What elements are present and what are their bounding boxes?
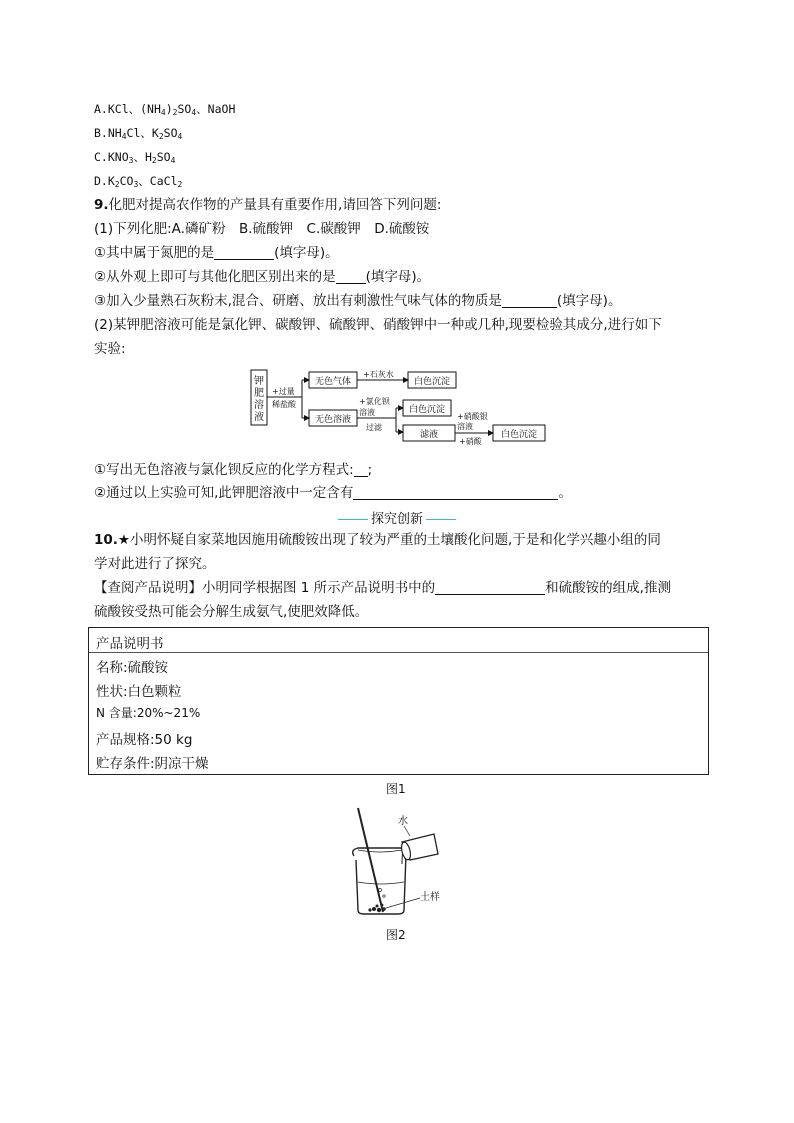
- glass-rod: [358, 808, 383, 912]
- title-dash: [338, 519, 368, 520]
- label-water: 水: [398, 816, 408, 827]
- q10-line4: 硫酸铵受热可能会分解生成氨气,使肥效降低。: [94, 604, 369, 620]
- title-dash: [426, 519, 456, 520]
- manual-title: 产品说明书: [96, 636, 164, 652]
- option-b: $B.NH_4Cl$、$K_2SO_4$: [94, 126, 183, 141]
- figure-1-caption: 图1: [386, 782, 406, 796]
- q10-line3: 【查阅产品说明】小明同学根据图 1 所示产品说明书中的 和硫酸铵的组成,推测: [94, 580, 671, 596]
- answer-blank[interactable]: [435, 580, 545, 595]
- q9-part2-q2: ②通过以上实验可知,此钾肥溶液中一定含有 。: [94, 485, 572, 501]
- start-char: 液: [254, 412, 264, 423]
- reagent-limewater: +石灰水: [363, 370, 394, 379]
- svg-text:无色溶液: 无色溶液: [314, 415, 352, 425]
- step-filter: 过滤: [366, 423, 382, 432]
- q9-part1-q3: ③加入少量熟石灰粉末,混合、研磨、放出有刺激性气味气体的物质是 (填字母)。: [94, 293, 622, 309]
- manual-storage: 贮存条件:阴凉干燥: [96, 756, 209, 772]
- q10-line1: 10.★小明怀疑自家菜地因施用硫酸铵出现了较为严重的土壤酸化问题,于是和化学兴趣小组的同: [94, 532, 661, 548]
- svg-text:白色沉淀: 白色沉淀: [413, 377, 451, 387]
- reagent-excess-hcl-bottom: 稀盐酸: [272, 400, 296, 409]
- reagent-agno3-2: 溶液: [457, 422, 473, 431]
- figure-2-caption: 图2: [386, 928, 406, 942]
- reagent-bacl2-1: +氯化钡: [359, 397, 390, 406]
- answer-blank[interactable]: [214, 245, 274, 260]
- beaker: [353, 848, 406, 914]
- q9-part1-q1: ①其中属于氮肥的是 (填字母)。: [94, 245, 339, 261]
- q9-part1-intro: (1)下列化肥:A.磷矿粉 B.硫酸钾 C.碳酸钾 D.硫酸铵: [94, 221, 430, 237]
- option-d: $D.K_2CO_3$、CaCl$_2$: [94, 174, 183, 189]
- q9-stem: 9.化肥对提高农作物的产量具有重要作用,请回答下列问题:: [94, 197, 442, 213]
- start-char: 溶: [254, 400, 264, 411]
- q9-part2-line1: (2)某钾肥溶液可能是氯化钾、碳酸钾、硫酸钾、硝酸钾中一种或几种,现要检验其成分,进行如下: [94, 317, 662, 333]
- answer-blank[interactable]: [354, 462, 368, 477]
- answer-blank[interactable]: [336, 269, 366, 284]
- svg-text:白色沉淀: 白色沉淀: [408, 405, 446, 415]
- svg-text:滤液: 滤液: [419, 430, 439, 440]
- experiment-flow-diagram: [248, 366, 548, 448]
- option-c: $C.KNO_3$、$H_2SO_4$: [94, 150, 176, 165]
- manual-name: 名称:硫酸铵: [96, 660, 169, 676]
- option-a: A.KCl、$(NH_4)_2SO_4$、NaOH: [94, 102, 236, 117]
- q9-part2-q1: ①写出无色溶液与氯化钡反应的化学方程式: ;: [94, 462, 373, 478]
- reagent-bacl2-2: 溶液: [359, 408, 375, 417]
- start-char: 肥: [254, 388, 264, 399]
- product-manual-box: [88, 627, 709, 775]
- reagent-excess-hcl-top: +过量: [272, 387, 295, 396]
- reagent-hno3: +硝酸: [459, 437, 482, 446]
- answer-blank[interactable]: [502, 293, 557, 308]
- manual-n-content: N 含量:20%~21%: [96, 706, 201, 720]
- q9-part2-line2: 实验:: [94, 341, 126, 357]
- answer-blank[interactable]: [353, 485, 558, 500]
- pouring-cup: [400, 834, 438, 861]
- q10-line2: 学对此进行了探究。: [94, 556, 216, 572]
- svg-text:无色气体: 无色气体: [314, 377, 352, 387]
- start-char: 钾: [254, 376, 264, 387]
- section-title: 探究创新: [0, 508, 794, 527]
- beaker-illustration: [340, 806, 450, 918]
- q9-part1-q2: ②从外观上即可与其他化肥区别出来的是 (填字母)。: [94, 269, 431, 285]
- label-soil: 土样: [420, 892, 440, 903]
- manual-divider: [89, 652, 708, 653]
- manual-appearance: 性状:白色颗粒: [96, 684, 182, 700]
- reagent-agno3-1: +硝酸银: [457, 412, 488, 421]
- manual-spec: 产品规格:50 kg: [96, 732, 193, 748]
- svg-text:白色沉淀: 白色沉淀: [500, 430, 538, 440]
